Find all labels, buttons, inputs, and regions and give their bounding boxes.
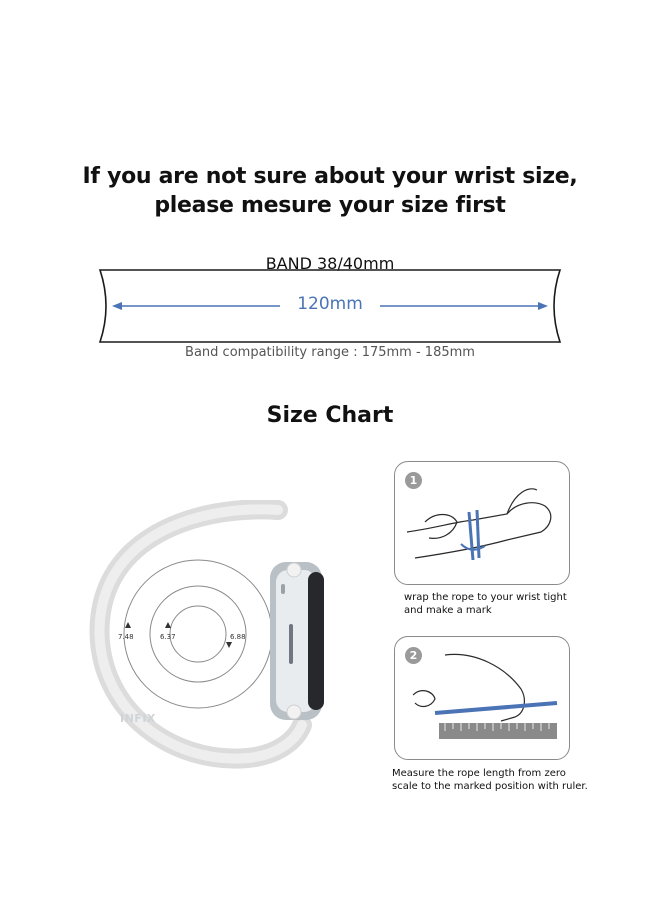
measuring-rope: [469, 510, 479, 560]
headline-line-2: please mesure your size first: [154, 193, 506, 218]
step-2-caption-line-2: scale to the marked position with ruler.: [392, 781, 588, 792]
size-ring-outer: [124, 560, 272, 708]
step-2-caption: [392, 767, 612, 793]
step-1-caption-line-1: wrap the rope to your wrist tight: [404, 592, 567, 603]
step-2-box: [394, 636, 570, 760]
rope-on-ruler: [435, 703, 557, 713]
step-1-caption: [404, 591, 604, 617]
measurement-middle: 6.37: [160, 633, 176, 641]
headline: [0, 162, 660, 220]
step-1-box: [394, 461, 570, 585]
brand-watermark: INFIX: [120, 712, 156, 725]
step-1-caption-line-2: and make a mark: [404, 605, 492, 616]
ruler: [439, 723, 557, 739]
headline-line-1: If you are not sure about your wrist size,: [82, 164, 578, 189]
compatibility-range: Band compatibility range : 175mm - 185mm: [185, 345, 475, 360]
band-length: 120mm: [280, 294, 380, 314]
step-2-caption-line-1: Measure the rope length from zero: [392, 768, 566, 779]
measurement-outer: 7.48: [118, 633, 134, 641]
band-title: BAND 38/40mm: [265, 254, 395, 273]
measurement-inner: 6.88: [230, 633, 246, 641]
step-1-number: 1: [405, 472, 422, 489]
watch-band-illustration: [88, 500, 338, 780]
arrow-right-icon: [538, 302, 548, 310]
watch-screen: [308, 572, 324, 710]
size-ring-inner: [170, 606, 226, 662]
arrow-left-icon: [112, 302, 122, 310]
step-2-number: 2: [405, 647, 422, 664]
size-chart-title: Size Chart: [266, 403, 394, 428]
